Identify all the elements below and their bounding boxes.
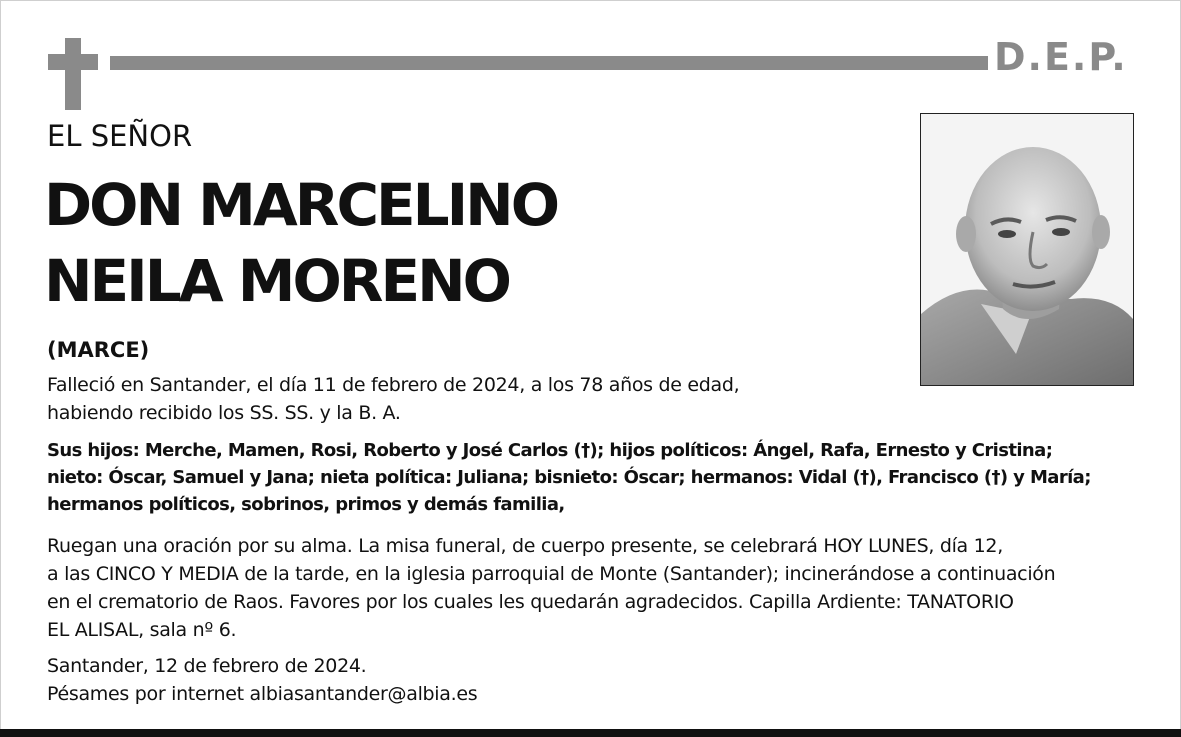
death-line: habiendo recibido los SS. SS. y la B. A. <box>47 402 401 424</box>
place-date: Santander, 12 de febrero de 2024. <box>47 655 367 677</box>
funeral-service-details <box>47 532 1055 644</box>
latin-cross-icon <box>48 38 98 110</box>
service-line: EL ALISAL, sala nº 6. <box>47 619 237 641</box>
name-line-1: DON MARCELINO <box>44 171 558 239</box>
salutation: EL SEÑOR <box>47 119 193 153</box>
family-list <box>47 437 1091 518</box>
deceased-name <box>44 167 557 319</box>
service-line: Ruegan una oración por su alma. La misa funeral, de cuerpo presente, se celebrará HOY LUNES, día 12, <box>47 535 1003 557</box>
service-line: a las CINCO Y MEDIA de la tarde, en la iglesia parroquial de Monte (Santander); incinerándose a continuación <box>47 563 1056 585</box>
family-line: Sus hijos: Merche, Mamen, Rosi, Roberto y José Carlos (†); hijos políticos: Ángel, Rafa, Ernesto y Cristina; <box>47 440 1053 461</box>
family-line: hermanos políticos, sobrinos, primos y demás familia, <box>47 494 565 515</box>
service-line: en el crematorio de Raos. Favores por los cuales les quedarán agradecidos. Capilla Ardiente: TANATORIO <box>47 591 1014 613</box>
family-line: nieto: Óscar, Samuel y Jana; nieta política: Juliana; bisnieto: Óscar; hermanos: Vidal (†), Francisco (†) y María; <box>47 467 1091 488</box>
nickname: (MARCE) <box>47 338 150 362</box>
condolences-contact: Pésames por internet albiasantander@albia.es <box>47 683 478 705</box>
portrait-photo <box>920 113 1134 386</box>
death-announcement <box>47 371 739 427</box>
name-line-2: NEILA MORENO <box>44 247 509 315</box>
header-rule <box>110 56 988 70</box>
death-line: Falleció en Santander, el día 11 de febrero de 2024, a los 78 años de edad, <box>47 374 740 396</box>
closing <box>47 652 477 708</box>
footer-rule <box>0 729 1181 737</box>
dep-label: D.E.P. <box>994 35 1128 79</box>
